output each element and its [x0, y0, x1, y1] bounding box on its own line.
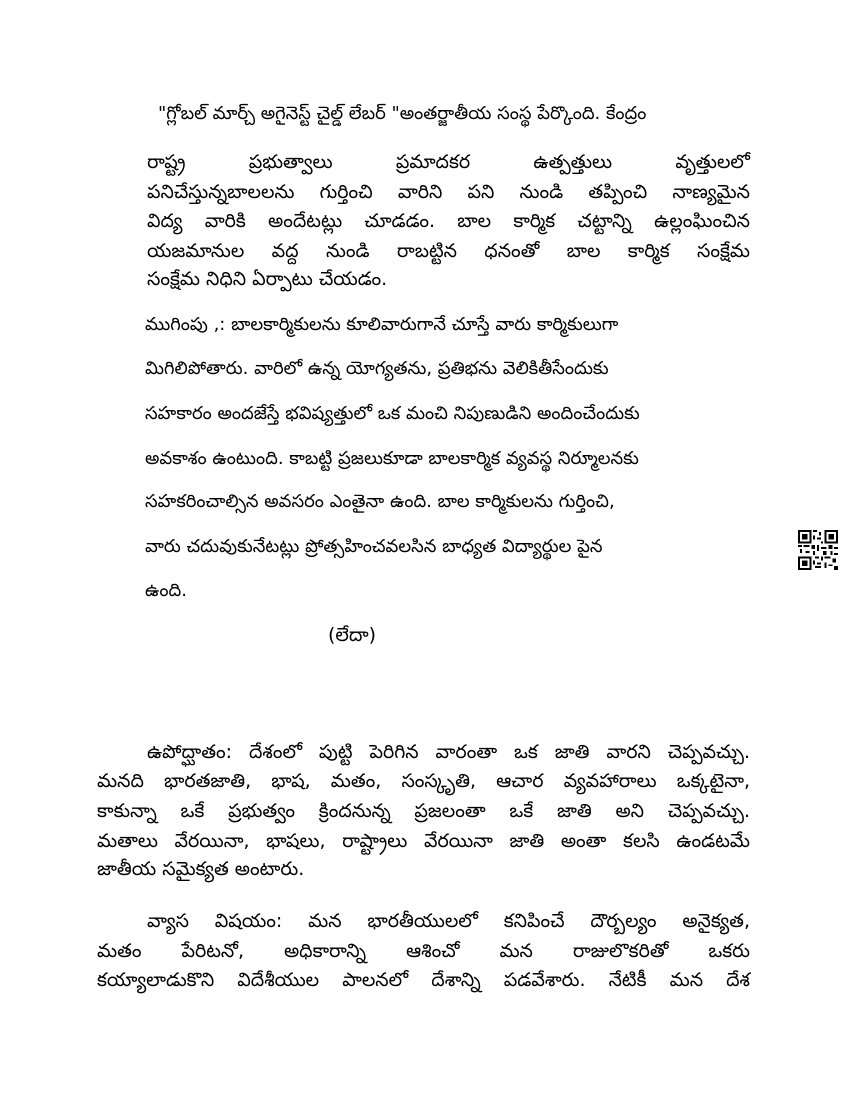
- paragraph-line: సంక్షేమ నిధిని ఏర్పాటు చేయడం.: [147, 268, 388, 290]
- essay-line: కయ్యాలాడుకొని విదేశీయుల పాలనలో దేశాన్ని పడవేశారు. నేటికీ మన దేశ: [97, 969, 750, 991]
- conclusion-line: ఉంది.: [145, 580, 187, 601]
- qr-code-icon[interactable]: [798, 530, 838, 570]
- intro-line: ఉపోద్ఘాతం: దేశంలో పుట్టి పెరిగిన వారంతా ఒక జాతి వారని చెప్పవచ్చు.: [147, 741, 750, 763]
- essay-line: వ్యాస విషయం: మన భారతీయులలో కనిపించే దౌర్బల్యం అనైక్యత,: [147, 910, 750, 932]
- paragraph-line: పనిచేస్తున్నబాలలను గుర్తించి వారిని పని నుండి తప్పించి నాణ్యమైన: [147, 181, 750, 203]
- conclusion-line: సహకారం అందజేస్తే భవిష్యత్తులో ఒక మంచి నిపుణుడిని అందించేందుకు: [145, 403, 640, 424]
- paragraph-line: యజమానుల వద్ద నుండి రాబట్టిన ధనంతో బాల కార్మిక సంక్షేమ: [147, 240, 750, 262]
- conclusion-line: వారు చదువుకునేటట్లు ప్రోత్సహించవలసిన బాధ్యత విద్యార్థుల పైన: [145, 536, 603, 557]
- intro-line: మతాలు వేరయినా, భాషలు, రాష్ట్రాలు వేరయినా జాతి అంతా కలసి ఉండటమే: [97, 830, 750, 852]
- intro-line: మనది భారతజాతి, భాష, మతం, సంస్కృతి, ఆచార వ్యవహారాలు ఒక్కటైనా,: [97, 770, 750, 792]
- conclusion-line: అవకాశం ఉంటుంది. కాబట్టి ప్రజలుకూడా బాలకార్మిక వ్యవస్థ నిర్మూలనకు: [145, 448, 639, 469]
- paragraph-line: "గ్లోబల్ మార్చ్ అగైనెస్ట్ చైల్డ్ లేబర్ "అంతర్జాతీయ సంస్థ పేర్కొంది. కేంద్రం: [158, 103, 647, 124]
- paragraph-line: విద్య వారికి అందేటట్లు చూడడం. బాల కార్మిక చట్టాన్ని ఉల్లంఘించిన: [147, 210, 750, 232]
- or-separator: (లేదా): [328, 624, 377, 646]
- conclusion-line: మిగిలిపోతారు. వారిలో ఉన్న యోగ్యతను, ప్రతిభను వెలికితీసేందుకు: [145, 358, 609, 379]
- paragraph-line: రాష్ట్ర ప్రభుత్వాలు ప్రమాదకర ఉత్పత్తులు వృత్తులలో: [147, 151, 750, 173]
- intro-line: కాకున్నా ఒకే ప్రభుత్వం క్రిందనున్న ప్రజలంతా ఒకే జాతి అని చెప్పవచ్చు.: [97, 800, 750, 822]
- essay-line: మతం పేరిటనో, అధికారాన్ని ఆశించో మన రాజులొకరితో ఒకరు: [97, 940, 750, 962]
- intro-line: జాతీయ సమైక్యత అంటారు.: [97, 858, 305, 880]
- conclusion-line: ముగింపు ,: బాలకార్మికులను కూలివారుగానే చూస్తే వారు కార్మికులుగా: [145, 314, 619, 335]
- conclusion-line: సహకరించాల్సిన అవసరం ఎంతైనా ఉంది. బాల కార్మికులను గుర్తించి,: [145, 491, 615, 512]
